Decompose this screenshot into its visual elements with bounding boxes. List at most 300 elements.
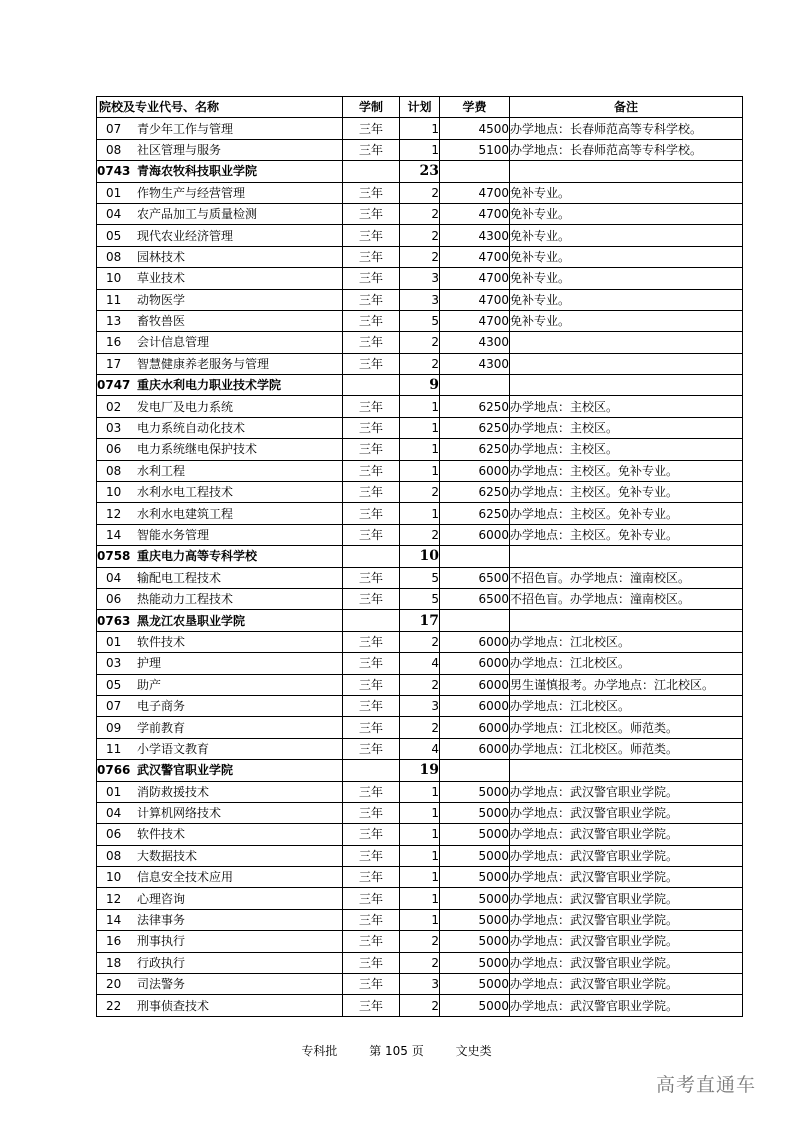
major-row bbox=[97, 482, 743, 503]
footer-category: 文史类 bbox=[455, 1044, 492, 1058]
major-fee: 5000 bbox=[440, 824, 510, 845]
major-name-cell bbox=[97, 674, 343, 695]
major-name-cell bbox=[97, 417, 343, 438]
major-name-cell bbox=[97, 524, 343, 545]
school-name-cell bbox=[97, 610, 343, 631]
major-code: 16 bbox=[106, 934, 122, 949]
major-name: 水利工程 bbox=[137, 463, 186, 478]
major-name: 智能水务管理 bbox=[137, 528, 210, 542]
major-fee: 6250 bbox=[440, 503, 510, 524]
major-name-cell bbox=[97, 182, 343, 203]
header-fee: 学费 bbox=[440, 97, 510, 118]
major-plan: 1 bbox=[400, 460, 440, 481]
major-fee: 5000 bbox=[440, 845, 510, 866]
major-duration: 三年 bbox=[343, 439, 400, 460]
major-plan: 1 bbox=[400, 867, 440, 888]
major-row bbox=[97, 909, 743, 930]
major-plan: 3 bbox=[400, 268, 440, 289]
major-code: 08 bbox=[106, 463, 122, 478]
footer-page-number: 第 105 页 bbox=[369, 1044, 424, 1058]
major-note: 办学地点：武汉警官职业学院。 bbox=[510, 952, 743, 973]
major-row bbox=[97, 867, 743, 888]
major-fee: 5000 bbox=[440, 802, 510, 823]
major-name: 学前教育 bbox=[137, 720, 186, 735]
school-name-cell bbox=[97, 546, 343, 567]
major-plan: 2 bbox=[400, 524, 440, 545]
major-duration: 三年 bbox=[343, 460, 400, 481]
major-name: 畜牧兽医 bbox=[137, 314, 186, 329]
school-row bbox=[97, 161, 743, 182]
major-plan: 1 bbox=[400, 845, 440, 866]
major-name: 法律事务 bbox=[137, 913, 186, 928]
major-row bbox=[97, 268, 743, 289]
major-plan: 2 bbox=[400, 995, 440, 1016]
major-duration: 三年 bbox=[343, 268, 400, 289]
major-code: 12 bbox=[106, 506, 122, 521]
major-code: 16 bbox=[106, 335, 122, 350]
major-name: 电子商务 bbox=[137, 699, 186, 714]
major-name-cell bbox=[97, 332, 343, 353]
header-duration: 学制 bbox=[343, 97, 400, 118]
major-name: 行政执行 bbox=[137, 955, 186, 970]
major-code: 01 bbox=[106, 634, 122, 649]
header-note: 备注 bbox=[510, 97, 743, 118]
major-name-cell bbox=[97, 738, 343, 759]
school-row bbox=[97, 610, 743, 631]
major-name: 刑事侦查技术 bbox=[137, 998, 210, 1013]
major-plan: 1 bbox=[400, 503, 440, 524]
school-row bbox=[97, 760, 743, 781]
major-note: 免补专业。 bbox=[510, 289, 743, 310]
major-name-cell bbox=[97, 482, 343, 503]
major-duration: 三年 bbox=[343, 888, 400, 909]
school-note-cell bbox=[510, 375, 743, 396]
major-fee: 6000 bbox=[440, 738, 510, 759]
major-plan: 2 bbox=[400, 203, 440, 224]
major-name: 水利水电工程技术 bbox=[137, 485, 234, 500]
major-name: 司法警务 bbox=[137, 977, 186, 992]
school-total: 23 bbox=[419, 163, 439, 180]
major-code: 14 bbox=[106, 528, 122, 542]
major-name-cell bbox=[97, 588, 343, 609]
major-name: 计算机网络技术 bbox=[137, 806, 222, 821]
major-fee: 4700 bbox=[440, 268, 510, 289]
major-code: 08 bbox=[106, 249, 122, 264]
major-name: 消防救援技术 bbox=[137, 784, 210, 799]
major-code: 12 bbox=[106, 891, 122, 906]
major-fee: 6000 bbox=[440, 674, 510, 695]
major-name: 输配电工程技术 bbox=[137, 570, 222, 585]
major-duration: 三年 bbox=[343, 182, 400, 203]
major-plan: 2 bbox=[400, 482, 440, 503]
major-plan: 5 bbox=[400, 567, 440, 588]
major-name: 刑事执行 bbox=[137, 934, 186, 949]
major-duration: 三年 bbox=[343, 139, 400, 160]
major-note: 办学地点：主校区。 bbox=[510, 396, 743, 417]
major-name-cell bbox=[97, 460, 343, 481]
major-name-cell bbox=[97, 952, 343, 973]
major-fee: 5000 bbox=[440, 888, 510, 909]
major-name-cell bbox=[97, 567, 343, 588]
major-fee: 6000 bbox=[440, 631, 510, 652]
major-name-cell bbox=[97, 118, 343, 139]
major-code: 04 bbox=[106, 806, 122, 821]
major-code: 11 bbox=[106, 292, 122, 307]
major-name-cell bbox=[97, 931, 343, 952]
major-note: 办学地点：武汉警官职业学院。 bbox=[510, 845, 743, 866]
major-row bbox=[97, 503, 743, 524]
major-fee: 6250 bbox=[440, 482, 510, 503]
major-row bbox=[97, 460, 743, 481]
major-duration: 三年 bbox=[343, 802, 400, 823]
major-code: 02 bbox=[106, 399, 122, 414]
major-duration: 三年 bbox=[343, 631, 400, 652]
page-footer bbox=[0, 1042, 793, 1059]
major-row bbox=[97, 674, 743, 695]
major-name: 小学语文教育 bbox=[137, 741, 210, 756]
major-name-cell bbox=[97, 974, 343, 995]
major-duration: 三年 bbox=[343, 588, 400, 609]
major-note: 不招色盲。办学地点：潼南校区。 bbox=[510, 588, 743, 609]
major-code: 08 bbox=[106, 142, 122, 157]
major-code: 10 bbox=[106, 271, 122, 286]
major-note: 办学地点：江北校区。师范类。 bbox=[510, 738, 743, 759]
school-total-cell bbox=[400, 161, 440, 182]
major-note: 办学地点：武汉警官职业学院。 bbox=[510, 781, 743, 802]
major-duration: 三年 bbox=[343, 524, 400, 545]
major-code: 06 bbox=[106, 592, 122, 607]
major-row bbox=[97, 931, 743, 952]
watermark: 高考直通车 bbox=[656, 1074, 757, 1096]
major-row bbox=[97, 995, 743, 1016]
major-name-cell bbox=[97, 225, 343, 246]
major-fee: 5000 bbox=[440, 909, 510, 930]
major-name: 软件技术 bbox=[137, 827, 186, 842]
school-total-cell bbox=[400, 760, 440, 781]
major-name-cell bbox=[97, 717, 343, 738]
major-plan: 4 bbox=[400, 738, 440, 759]
major-fee: 4700 bbox=[440, 182, 510, 203]
major-name: 护理 bbox=[137, 656, 162, 671]
major-duration: 三年 bbox=[343, 824, 400, 845]
footer-batch: 专科批 bbox=[301, 1044, 338, 1058]
major-row bbox=[97, 631, 743, 652]
school-note-cell bbox=[510, 161, 743, 182]
major-name: 水利水电建筑工程 bbox=[137, 506, 234, 521]
major-plan: 3 bbox=[400, 695, 440, 716]
major-plan: 3 bbox=[400, 974, 440, 995]
major-duration: 三年 bbox=[343, 353, 400, 374]
major-name-cell bbox=[97, 268, 343, 289]
school-fee-cell bbox=[440, 760, 510, 781]
major-code: 07 bbox=[106, 121, 122, 136]
major-name-cell bbox=[97, 203, 343, 224]
major-name-cell bbox=[97, 310, 343, 331]
major-name: 电力系统继电保护技术 bbox=[137, 442, 258, 457]
major-name-cell bbox=[97, 503, 343, 524]
major-plan: 1 bbox=[400, 888, 440, 909]
major-row bbox=[97, 332, 743, 353]
major-plan: 2 bbox=[400, 353, 440, 374]
major-note: 办学地点：主校区。免补专业。 bbox=[510, 482, 743, 503]
major-code: 14 bbox=[106, 913, 122, 928]
major-code: 13 bbox=[106, 314, 122, 329]
major-row bbox=[97, 888, 743, 909]
school-row bbox=[97, 375, 743, 396]
major-fee: 5000 bbox=[440, 952, 510, 973]
major-code: 10 bbox=[106, 485, 122, 500]
major-fee: 6500 bbox=[440, 588, 510, 609]
major-plan: 2 bbox=[400, 674, 440, 695]
major-note: 办学地点：武汉警官职业学院。 bbox=[510, 909, 743, 930]
major-duration: 三年 bbox=[343, 118, 400, 139]
major-fee: 5000 bbox=[440, 995, 510, 1016]
major-note: 办学地点：武汉警官职业学院。 bbox=[510, 995, 743, 1016]
major-fee: 4700 bbox=[440, 310, 510, 331]
major-code: 04 bbox=[106, 570, 122, 585]
major-plan: 5 bbox=[400, 588, 440, 609]
school-duration-cell bbox=[343, 161, 400, 182]
major-row bbox=[97, 353, 743, 374]
school-fee-cell bbox=[440, 610, 510, 631]
major-note: 办学地点：主校区。 bbox=[510, 439, 743, 460]
school-total: 17 bbox=[419, 612, 439, 629]
header-name: 院校及专业代号、名称 bbox=[97, 97, 343, 118]
major-name-cell bbox=[97, 909, 343, 930]
school-name: 武汉警官职业学院 bbox=[137, 763, 234, 778]
major-name-cell bbox=[97, 781, 343, 802]
major-duration: 三年 bbox=[343, 417, 400, 438]
major-note: 办学地点：江北校区。师范类。 bbox=[510, 717, 743, 738]
major-code: 20 bbox=[106, 977, 122, 992]
major-row bbox=[97, 139, 743, 160]
school-fee-cell bbox=[440, 161, 510, 182]
major-row bbox=[97, 717, 743, 738]
major-name-cell bbox=[97, 653, 343, 674]
major-row bbox=[97, 845, 743, 866]
major-fee: 6250 bbox=[440, 417, 510, 438]
major-note: 办学地点：江北校区。 bbox=[510, 695, 743, 716]
table-header-row bbox=[97, 97, 743, 118]
major-code: 03 bbox=[106, 421, 122, 436]
major-row bbox=[97, 289, 743, 310]
school-code: 0766 bbox=[97, 763, 131, 778]
major-fee: 4700 bbox=[440, 203, 510, 224]
major-name-cell bbox=[97, 845, 343, 866]
major-plan: 1 bbox=[400, 417, 440, 438]
major-code: 01 bbox=[106, 185, 122, 200]
major-row bbox=[97, 246, 743, 267]
major-duration: 三年 bbox=[343, 867, 400, 888]
school-note-cell bbox=[510, 546, 743, 567]
major-note: 免补专业。 bbox=[510, 246, 743, 267]
major-note: 免补专业。 bbox=[510, 310, 743, 331]
enrollment-plan-table bbox=[96, 96, 743, 1017]
major-code: 04 bbox=[106, 207, 122, 222]
major-plan: 2 bbox=[400, 225, 440, 246]
school-code: 0747 bbox=[97, 378, 131, 393]
major-fee: 6000 bbox=[440, 695, 510, 716]
major-code: 05 bbox=[106, 228, 122, 243]
major-plan: 1 bbox=[400, 439, 440, 460]
major-note: 免补专业。 bbox=[510, 268, 743, 289]
major-fee: 5000 bbox=[440, 974, 510, 995]
major-note: 办学地点：武汉警官职业学院。 bbox=[510, 888, 743, 909]
school-name: 黑龙江农垦职业学院 bbox=[137, 613, 246, 628]
major-name-cell bbox=[97, 396, 343, 417]
major-name-cell bbox=[97, 246, 343, 267]
major-plan: 1 bbox=[400, 118, 440, 139]
major-row bbox=[97, 588, 743, 609]
school-name: 青海农牧科技职业学院 bbox=[137, 164, 258, 179]
school-total-cell bbox=[400, 375, 440, 396]
major-name-cell bbox=[97, 824, 343, 845]
major-note bbox=[510, 332, 743, 353]
major-duration: 三年 bbox=[343, 203, 400, 224]
major-plan: 2 bbox=[400, 182, 440, 203]
major-fee: 4300 bbox=[440, 332, 510, 353]
major-row bbox=[97, 182, 743, 203]
major-plan: 2 bbox=[400, 952, 440, 973]
major-row bbox=[97, 738, 743, 759]
major-plan: 2 bbox=[400, 332, 440, 353]
major-plan: 2 bbox=[400, 246, 440, 267]
major-name: 助产 bbox=[137, 677, 162, 692]
school-total-cell bbox=[400, 610, 440, 631]
major-duration: 三年 bbox=[343, 332, 400, 353]
major-name: 现代农业经济管理 bbox=[137, 228, 234, 243]
school-total-cell bbox=[400, 546, 440, 567]
major-name: 社区管理与服务 bbox=[137, 142, 222, 157]
major-code: 03 bbox=[106, 656, 122, 671]
major-name-cell bbox=[97, 139, 343, 160]
major-fee: 4700 bbox=[440, 289, 510, 310]
major-note: 免补专业。 bbox=[510, 203, 743, 224]
major-duration: 三年 bbox=[343, 653, 400, 674]
school-name: 重庆电力高等专科学校 bbox=[137, 549, 258, 564]
major-name-cell bbox=[97, 867, 343, 888]
major-name: 软件技术 bbox=[137, 634, 186, 649]
major-plan: 5 bbox=[400, 310, 440, 331]
major-note: 办学地点：江北校区。 bbox=[510, 653, 743, 674]
major-name: 心理咨询 bbox=[137, 891, 186, 906]
major-code: 17 bbox=[106, 356, 122, 371]
major-duration: 三年 bbox=[343, 909, 400, 930]
major-duration: 三年 bbox=[343, 974, 400, 995]
major-note: 办学地点：长春师范高等专科学校。 bbox=[510, 118, 743, 139]
major-row bbox=[97, 118, 743, 139]
major-name-cell bbox=[97, 695, 343, 716]
school-duration-cell bbox=[343, 546, 400, 567]
major-duration: 三年 bbox=[343, 931, 400, 952]
school-name-cell bbox=[97, 161, 343, 182]
major-note: 免补专业。 bbox=[510, 182, 743, 203]
major-plan: 1 bbox=[400, 139, 440, 160]
major-duration: 三年 bbox=[343, 225, 400, 246]
major-note bbox=[510, 353, 743, 374]
major-plan: 1 bbox=[400, 781, 440, 802]
major-name-cell bbox=[97, 888, 343, 909]
major-duration: 三年 bbox=[343, 781, 400, 802]
major-row bbox=[97, 974, 743, 995]
major-duration: 三年 bbox=[343, 995, 400, 1016]
major-duration: 三年 bbox=[343, 482, 400, 503]
major-note: 办学地点：主校区。免补专业。 bbox=[510, 503, 743, 524]
major-name: 会计信息管理 bbox=[137, 335, 210, 350]
major-duration: 三年 bbox=[343, 717, 400, 738]
major-code: 22 bbox=[106, 998, 122, 1013]
major-fee: 5000 bbox=[440, 931, 510, 952]
major-row bbox=[97, 524, 743, 545]
major-row bbox=[97, 417, 743, 438]
major-code: 09 bbox=[106, 720, 122, 735]
school-code: 0743 bbox=[97, 164, 131, 179]
major-duration: 三年 bbox=[343, 845, 400, 866]
school-fee-cell bbox=[440, 375, 510, 396]
school-code: 0758 bbox=[97, 549, 131, 564]
major-fee: 6000 bbox=[440, 460, 510, 481]
school-duration-cell bbox=[343, 610, 400, 631]
major-fee: 6000 bbox=[440, 653, 510, 674]
major-fee: 6000 bbox=[440, 717, 510, 738]
major-row bbox=[97, 952, 743, 973]
school-total: 19 bbox=[419, 762, 439, 779]
major-note: 办学地点：长春师范高等专科学校。 bbox=[510, 139, 743, 160]
major-duration: 三年 bbox=[343, 952, 400, 973]
school-code: 0763 bbox=[97, 613, 131, 628]
school-total: 9 bbox=[429, 377, 439, 394]
major-duration: 三年 bbox=[343, 310, 400, 331]
major-duration: 三年 bbox=[343, 289, 400, 310]
major-name-cell bbox=[97, 802, 343, 823]
major-name: 发电厂及电力系统 bbox=[137, 399, 234, 414]
major-name: 草业技术 bbox=[137, 271, 186, 286]
major-duration: 三年 bbox=[343, 503, 400, 524]
major-plan: 1 bbox=[400, 909, 440, 930]
school-duration-cell bbox=[343, 760, 400, 781]
major-row bbox=[97, 203, 743, 224]
major-code: 18 bbox=[106, 955, 122, 970]
major-row bbox=[97, 439, 743, 460]
major-plan: 1 bbox=[400, 824, 440, 845]
major-note: 办学地点：主校区。免补专业。 bbox=[510, 524, 743, 545]
major-fee: 6000 bbox=[440, 524, 510, 545]
major-row bbox=[97, 824, 743, 845]
major-code: 06 bbox=[106, 442, 122, 457]
major-name: 青少年工作与管理 bbox=[137, 121, 234, 136]
major-name-cell bbox=[97, 631, 343, 652]
major-note: 男生谨慎报考。办学地点：江北校区。 bbox=[510, 674, 743, 695]
major-name: 动物医学 bbox=[137, 292, 186, 307]
major-note: 办学地点：主校区。免补专业。 bbox=[510, 460, 743, 481]
major-duration: 三年 bbox=[343, 567, 400, 588]
school-fee-cell bbox=[440, 546, 510, 567]
major-note: 办学地点：武汉警官职业学院。 bbox=[510, 867, 743, 888]
major-fee: 6250 bbox=[440, 396, 510, 417]
major-name-cell bbox=[97, 995, 343, 1016]
major-plan: 4 bbox=[400, 653, 440, 674]
major-note: 办学地点：武汉警官职业学院。 bbox=[510, 974, 743, 995]
major-row bbox=[97, 310, 743, 331]
school-note-cell bbox=[510, 760, 743, 781]
major-name: 智慧健康养老服务与管理 bbox=[137, 356, 270, 371]
major-duration: 三年 bbox=[343, 695, 400, 716]
major-name: 园林技术 bbox=[137, 249, 186, 264]
major-fee: 5100 bbox=[440, 139, 510, 160]
major-note: 办学地点：武汉警官职业学院。 bbox=[510, 931, 743, 952]
school-duration-cell bbox=[343, 375, 400, 396]
major-row bbox=[97, 653, 743, 674]
